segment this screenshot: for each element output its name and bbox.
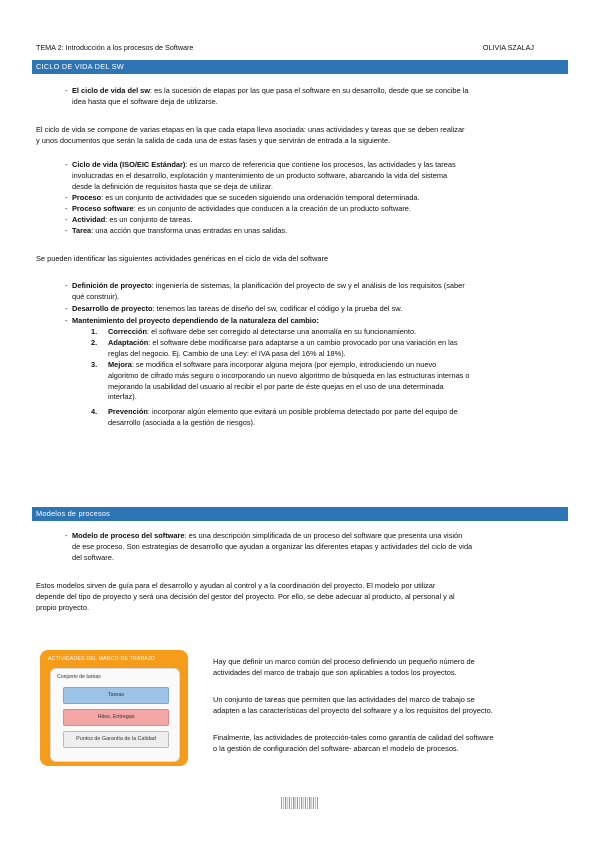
quality-points-box: Puntos de Garantía de la Calidad: [63, 731, 169, 748]
bullet-dash: -: [65, 193, 68, 202]
term: Actividad: [72, 215, 106, 224]
text: : es un conjunto de actividades que conducen a la creación de un producto software.: [133, 204, 411, 213]
text: : el software debe modificarse para adaptarse a un cambio provocado por una variación en las: [148, 338, 458, 347]
term: Proceso software: [72, 204, 134, 213]
model-bullet: [72, 531, 563, 563]
bullet-dash: -: [65, 215, 68, 224]
term: Modelo de proceso del software: [72, 531, 185, 540]
header-author: OLIVIA SZALAJ: [482, 43, 534, 52]
framework-activities-figure: [40, 650, 188, 766]
definition-item: [72, 204, 563, 215]
text: involucradas en el desarrollo, explotación y mantenimiento de un producto software, abarcando la vida del sistema: [72, 170, 448, 180]
text: algoritmo de cifrado más seguro o incorporando un nuevo algoritmo de búsqueda en las estructuras internas o: [108, 370, 470, 380]
text: qué construir).: [72, 291, 120, 301]
list-number: 1.: [91, 327, 98, 336]
bullet-dash: -: [65, 86, 68, 95]
text: Se pueden identificar las siguientes actividades genéricas en el ciclo de vida del software: [36, 254, 329, 263]
text: : es una descripción simplificada de un proceso del software que presenta una visión: [184, 531, 463, 540]
term: Mantenimiento del proyecto dependiendo de la naturaleza del cambio:: [72, 316, 319, 325]
text: El ciclo de vida se compone de varias etapas en la que cada etapa lleva asociada: unas actividades y tareas que se deben realizar: [36, 125, 465, 134]
tasks-box: Tareas: [63, 687, 169, 704]
text: : el software debe ser corregido al detectarse una anomalía en su funcionamiento.: [147, 327, 417, 336]
term: Tarea: [72, 226, 92, 235]
activity-item: [72, 316, 563, 327]
figure-paragraph: [213, 695, 563, 717]
maintenance-item: [108, 360, 563, 403]
text: desarrollo (asociada a la gestión de riesgos).: [108, 417, 256, 427]
paragraph: [36, 254, 563, 265]
text: Finalmente, las actividades de protección-tales como garantía de calidad del software: [213, 733, 494, 742]
bullet-dash: -: [65, 304, 68, 313]
text: interfaz).: [108, 392, 137, 402]
figure-title: ACTIVIDADES DEL MARCO DE TRABAJO: [48, 656, 155, 662]
bullet-dash: -: [65, 226, 68, 235]
text: y unos documentos que serán la salida de cada una de estas fases y que servirán de entrada a la siguiente.: [36, 135, 391, 145]
definition-item: [72, 226, 563, 237]
text: propio proyecto.: [36, 602, 89, 612]
text: : ingeniería de sistemas, la planificación del proyecto de sw y el análisis de los requisitos (saber: [151, 281, 465, 290]
text: o la gestión de configuración del software- abarcan el modelo de procesos.: [213, 743, 459, 753]
list-number: 2.: [91, 338, 98, 347]
barcode-icon: [281, 796, 319, 810]
text: idea hasta que el software deja de utilizarse.: [72, 96, 218, 106]
text: mejorando la usabilidad del usuario al recibir el por parte de éste quejas en el uso de una determinada: [108, 381, 444, 391]
maintenance-item: [108, 407, 563, 429]
term: Definición de proyecto: [72, 281, 152, 290]
activity-item: [72, 304, 563, 315]
bullet-dash: -: [65, 281, 68, 290]
term: Proceso: [72, 193, 102, 202]
text: depende del tipo de proyecto y será una decisión del gestor del proyecto. Por ello, se debe adecuar al producto, al personal y al: [36, 591, 455, 601]
bullet-dash: -: [65, 316, 68, 325]
section-divider: [32, 520, 568, 521]
text: Un conjunto de tareas que permiten que las actividades del marco de trabajo se: [213, 695, 475, 704]
text: : es un marco de referencia que contiene los procesos, las actividades y las tareas: [185, 160, 456, 169]
term: Prevención: [108, 407, 148, 416]
intro-bullet: [72, 86, 563, 108]
text: Estos modelos sirven de guía para el desarrollo y ayudan al control y a la coordinación del proyecto. El modelo por utilizar: [36, 581, 436, 590]
definition-item: [72, 193, 563, 204]
text: Hay que definir un marco común del proceso definiendo un pequeño número de: [213, 657, 475, 666]
text: : es un conjunto de tareas.: [105, 215, 193, 224]
text: : tenemos las tareas de diseño del sw, codificar el código y la prueba del sw.: [152, 304, 403, 313]
bullet-dash: -: [65, 531, 68, 540]
bullet-dash: -: [65, 160, 68, 169]
task-set-label: Conjunto de tareas: [57, 674, 101, 680]
figure-paragraph: [213, 733, 563, 755]
term: El ciclo de vida del sw: [72, 86, 151, 95]
bullet-dash: -: [65, 204, 68, 213]
text: de ese proceso. Son estrategias de desarrollo que ayudan a organizar las diferentes etapas y actividades del ciclo de vida: [72, 541, 473, 551]
text: : una acción que transforma unas entradas en unas salidas.: [91, 226, 288, 235]
term: Mejora: [108, 360, 132, 369]
figure-paragraph: [213, 657, 563, 679]
text: actividades del marco de trabajo que son aplicables a todos los proyectos.: [213, 667, 457, 677]
list-number: 4.: [91, 407, 98, 416]
text: del software.: [72, 552, 114, 562]
term: Ciclo de vida (ISO/EIC Estándar): [72, 160, 186, 169]
section-divider: [32, 73, 568, 74]
text: : es la sucesión de etapas por las que pasa el software en su desarrollo, desde que se concibe la: [150, 86, 469, 95]
definition-item: [72, 215, 563, 226]
section-title-modelos: Modelos de procesos: [32, 507, 568, 520]
text: : es un conjunto de actividades que se suceden siguiendo una ordenación temporal determinada.: [101, 193, 420, 202]
definition-item: [72, 160, 563, 192]
header-title: TEMA 2: Introducción a los procesos de Software: [36, 43, 194, 52]
text: adapten a las características del proyecto del software y a los requisitos del proyecto.: [213, 705, 493, 715]
milestones-box: Hitos, Entregas: [63, 709, 169, 726]
term: Corrección: [108, 327, 148, 336]
text: desde la definición de requisitos hasta que se deja de utilizar.: [72, 181, 273, 191]
page-header: [36, 43, 564, 52]
text: : incorporar algún elemento que evitará un posible problema detectado por parte del equipo de: [147, 407, 458, 416]
paragraph: [36, 581, 563, 613]
section-title-ciclo-vida: CICLO DE VIDA DEL SW: [32, 60, 568, 73]
paragraph: [36, 125, 563, 147]
term: Desarrollo de proyecto: [72, 304, 153, 313]
text: reglas del negocio. Ej. Cambio de una Ley: el IVA pasa del 16% al 18%).: [108, 348, 346, 358]
task-set-panel: [50, 668, 180, 762]
maintenance-item: [108, 327, 563, 338]
text: : se modifica el software para incorporar alguna mejora (por ejemplo, introduciendo un nuevo: [131, 360, 437, 369]
term: Adaptación: [108, 338, 149, 347]
list-number: 3.: [91, 360, 98, 369]
activity-item: [72, 281, 563, 303]
maintenance-item: [108, 338, 563, 360]
